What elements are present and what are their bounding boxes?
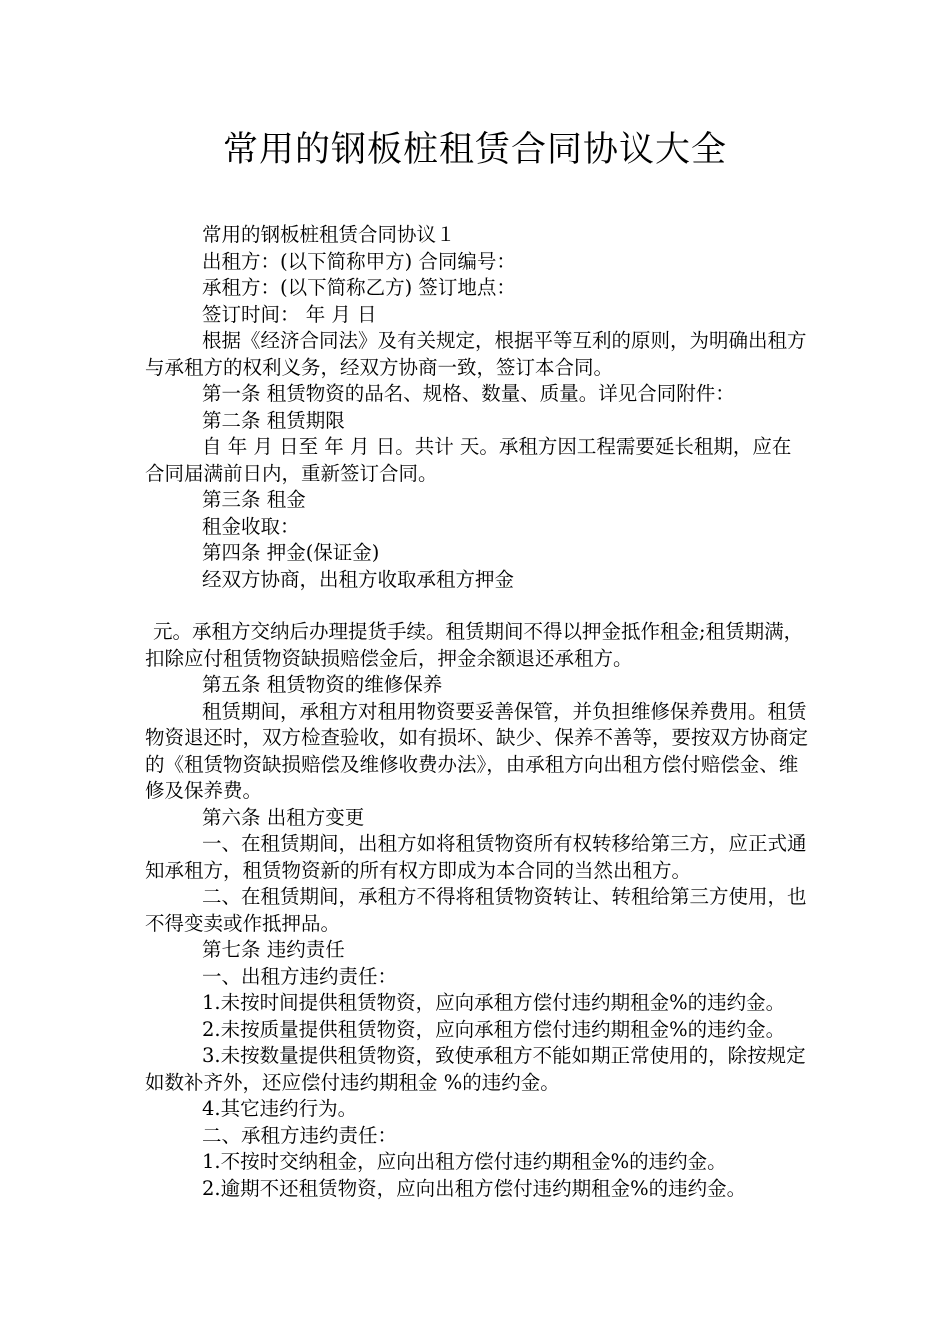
lessee-liability-heading: 二、承租方违约责任： [202, 1123, 398, 1147]
article-7-heading: 第七条 违约责任 [202, 938, 345, 961]
article-5-text: 租赁期间，承租方对租用物资要妥善保管，并负担维修保养费用。租赁物资退还时，双方检查验收，如有损坏、缺少、保养不善等，要按双方协商定的《租赁物资缺损赔偿及维修收费办法》，由承租方向出租方偿付赔偿金、维修及保养费。 [145, 699, 809, 802]
lessor-liability-item-3: 3.未按数量提供租赁物资，致使承租方不能如期正常使用的，除按规定如数补齐外，还应偿付违约期租金 %的违约金。 [145, 1044, 806, 1094]
article-3-heading: 第三条 租金 [202, 488, 306, 511]
paragraph-preamble: 根据《经济合同法》及有关规定，根据平等互利的原则，为明确出租方与承租方的权利义务，经双方协商一致，签订本合同。 [145, 329, 807, 379]
lessor-liability-item-4: 4.其它违约行为。 [202, 1097, 358, 1120]
article-2-text: 自 年 月 日至 年 月 日。共计 天。承租方因工程需要延长租期，应在合同届满前日内，重新签订合同。 [145, 435, 792, 485]
article-1-heading: 第一条 租赁物资的品名、规格、数量、质量。详见合同附件： [202, 382, 735, 405]
article-5-heading: 第五条 租赁物资的维修保养 [202, 673, 443, 696]
lessee-liability-item-1: 1.不按时交纳租金，应向出租方偿付违约期租金%的违约金。 [202, 1150, 727, 1173]
paragraph-signing-date: 签订时间： 年 月 日 [202, 302, 377, 326]
article-4-heading: 第四条 押金(保证金) [202, 541, 380, 564]
blank-gap [145, 593, 810, 619]
lessor-liability-heading: 一、出租方违约责任： [202, 964, 398, 988]
paragraph-subtitle: 常用的钢板桩租赁合同协议１ [202, 223, 456, 246]
document-body [145, 222, 810, 1202]
lessor-liability-item-2: 2.未按质量提供租赁物资，应向承租方偿付违约期租金%的违约金。 [202, 1017, 786, 1041]
lessee-liability-item-2: 2.逾期不还租赁物资，应向出租方偿付违约期租金%的违约金。 [202, 1176, 747, 1200]
article-4-text: 经双方协商，出租方收取承租方押金 [202, 567, 515, 591]
paragraph-lessee: 承租方：(以下简称乙方) 签订地点： [202, 276, 516, 299]
document-title: 常用的钢板桩租赁合同协议大全 [222, 130, 727, 170]
article-6-clause-2: 二、在租赁期间，承租方不得将租赁物资转让、转租给第三方使用，也不得变卖或作抵押品。 [145, 885, 807, 935]
paragraph-lessor: 出租方：(以下简称甲方) 合同编号： [202, 249, 516, 273]
article-6-heading: 第六条 出租方变更 [202, 805, 365, 829]
article-6-clause-1: 一、在租赁期间，出租方如将租赁物资所有权转移给第三方，应正式通知承租方，租赁物资新的所有权方即成为本合同的当然出租方。 [145, 832, 807, 882]
lessor-liability-item-1: 1.未按时间提供租赁物资，应向承租方偿付违约期租金%的违约金。 [202, 991, 786, 1014]
article-3-text: 租金收取： [202, 514, 300, 538]
article-4-continuation: 元。承租方交纳后办理提货手续。租赁期间不得以押金抵作租金;租赁期满，扣除应付租赁物资缺损赔偿金后，押金余额退还承租方。 [145, 620, 804, 670]
article-2-heading: 第二条 租赁期限 [202, 408, 345, 432]
